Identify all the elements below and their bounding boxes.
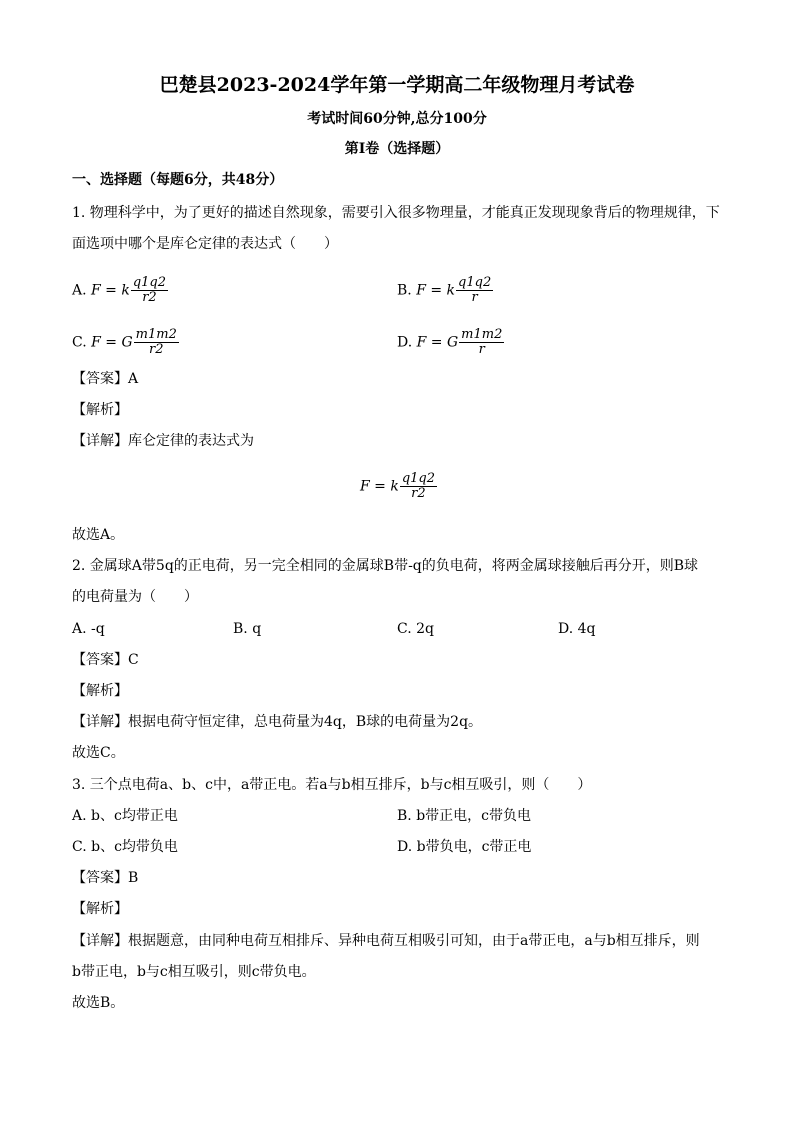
q1-conclusion: 故选A。: [72, 527, 125, 543]
q1-option-c: [72, 328, 179, 357]
q1-option-a: [72, 276, 168, 305]
numerator: q1q2: [132, 275, 167, 290]
formula-lhs: F = G: [416, 334, 459, 351]
formula-lhs: F = G: [91, 334, 133, 351]
q2-option-d: D. 4q: [558, 621, 596, 637]
section-heading: 一、选择题（每题6分，共48分）: [72, 172, 284, 188]
answer-value: C: [128, 652, 139, 668]
q1-stem-line1: 1. 物理科学中，为了更好的描述自然现象，需要引入很多物理量，才能真正发现现象背后的物理规律，下: [72, 205, 720, 221]
denominator: r2: [149, 342, 164, 357]
denominator: r: [471, 290, 478, 305]
numerator: m1m2: [135, 327, 177, 342]
q2-stem-line2: 的电荷量为（ ）: [72, 589, 198, 605]
detail-tag: 【详解】: [72, 714, 128, 730]
q2-detail: [72, 712, 482, 732]
q1-display-formula: [360, 472, 437, 501]
denominator: r: [478, 342, 485, 357]
q1-analysis-tag: 【解析】: [72, 402, 128, 418]
q3-option-a: A. b、c均带正电: [72, 808, 178, 824]
fraction: [131, 276, 168, 305]
answer-tag: 【答案】: [72, 371, 128, 387]
detail-text: 根据题意，由同种电荷互相排斥、异种电荷互相吸引可知，由于a带正电，a与b相互排斥，则: [128, 933, 700, 949]
q3-option-c: C. b、c均带负电: [72, 839, 178, 855]
q2-option-b: B. q: [233, 621, 262, 637]
q3-conclusion: 故选B。: [72, 995, 125, 1011]
q1-answer: [72, 369, 138, 389]
denominator: r2: [411, 486, 426, 501]
q2-analysis-tag: 【解析】: [72, 683, 128, 699]
q3-option-b: B. b带正电，c带负电: [397, 808, 531, 824]
formula-lhs: F = k: [91, 282, 130, 299]
option-letter: D.: [397, 334, 413, 351]
q1-option-b: [397, 276, 493, 305]
detail-text: 根据电荷守恒定律，总电荷量为4q，B球的电荷量为2q。: [128, 714, 483, 730]
q2-stem-line1: 2. 金属球A带5q的正电荷，另一完全相同的金属球B带-q的负电荷，将两金属球接触后再分开，则B球: [72, 558, 699, 574]
option-letter: A.: [72, 282, 87, 299]
q3-analysis-tag: 【解析】: [72, 901, 128, 917]
q3-stem: 3. 三个点电荷a、b、c中，a带正电。若a与b相互排斥，b与c相互吸引，则（ ）: [72, 777, 592, 793]
fraction: [456, 276, 493, 305]
fraction: [400, 472, 437, 501]
q3-detail-line1: [72, 931, 700, 951]
q2-option-c: C. 2q: [397, 621, 434, 637]
q1-stem-line2: 面选项中哪个是库仑定律的表达式（ ）: [72, 236, 338, 252]
volume-heading: 第I卷（选择题）: [344, 141, 450, 157]
answer-value: A: [128, 371, 139, 387]
fraction: [134, 328, 179, 357]
exam-title: 巴楚县2023-2024学年第一学期高二年级物理月考试卷: [159, 74, 635, 96]
q3-detail-line2: b带正电，b与c相互吸引，则c带负电。: [72, 964, 316, 980]
option-letter: C.: [72, 334, 87, 351]
denominator: r2: [142, 290, 157, 305]
numerator: m1m2: [461, 327, 503, 342]
formula-lhs: F = k: [360, 478, 399, 495]
numerator: q1q2: [401, 471, 436, 486]
q3-answer: [72, 868, 138, 888]
q2-option-a: A. -q: [72, 621, 105, 637]
q2-conclusion: 故选C。: [72, 745, 125, 761]
answer-tag: 【答案】: [72, 652, 128, 668]
q1-detail: [72, 431, 254, 451]
fraction: [459, 328, 504, 357]
formula-lhs: F = k: [416, 282, 456, 299]
detail-tag: 【详解】: [72, 433, 128, 449]
option-letter: B.: [397, 282, 412, 299]
detail-tag: 【详解】: [72, 933, 128, 949]
q1-option-d: [397, 328, 504, 357]
answer-value: B: [128, 870, 139, 886]
numerator: q1q2: [458, 275, 492, 290]
q3-option-d: D. b带负电，c带正电: [397, 839, 532, 855]
q2-answer: [72, 650, 139, 670]
exam-info: 考试时间60分钟,总分100分: [307, 111, 487, 127]
detail-text: 库仑定律的表达式为: [128, 433, 254, 449]
answer-tag: 【答案】: [72, 870, 128, 886]
